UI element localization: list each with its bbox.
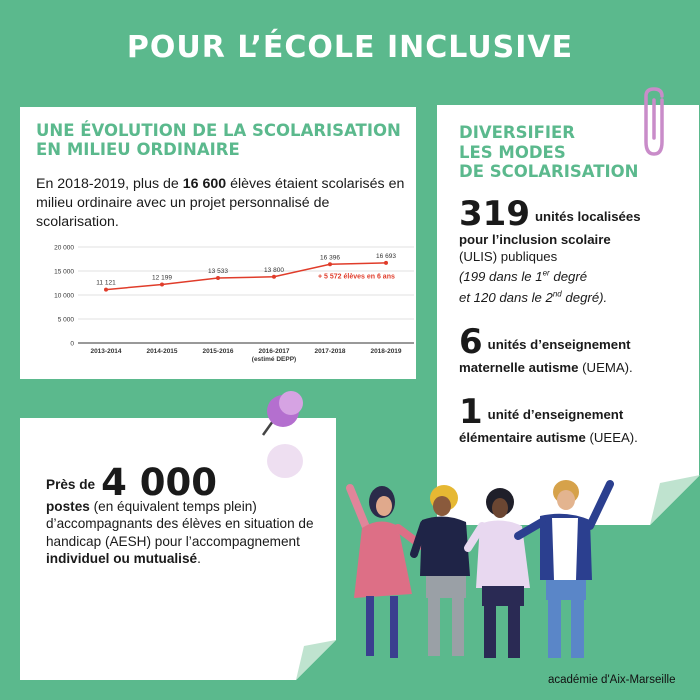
ulis-detail2-b: degré).: [561, 289, 608, 305]
ueea-number: 1: [459, 392, 483, 432]
x-tick-note: (estimé DEPP): [251, 356, 297, 363]
x-tick-label: 2014-2015: [146, 348, 178, 355]
aesh-bold2: individuel ou mutualisé: [46, 551, 198, 566]
ueea-stat: [459, 392, 689, 446]
ulis-detail2-a: et 120 dans le 2: [459, 289, 553, 305]
data-label: 13 800: [264, 266, 284, 274]
person-navy: [414, 485, 470, 656]
evolution-card: [20, 107, 416, 379]
uema-number: 6: [459, 322, 483, 362]
modes-heading-line1: DIVERSIFIER: [459, 123, 575, 142]
data-label: 12 199: [152, 274, 172, 282]
data-point: [272, 275, 276, 279]
paperclip-icon: [640, 86, 672, 158]
ueea-bold1: unité d’enseignement: [487, 407, 624, 422]
people-illustration: [340, 476, 625, 676]
y-tick-label: 20 000: [54, 244, 74, 252]
data-label: 11 121: [96, 279, 116, 287]
y-tick-label: 0: [70, 340, 74, 348]
ulis-detail1-b: degré: [549, 269, 588, 285]
page-title: POUR L’ÉCOLE INCLUSIVE: [126, 30, 574, 65]
x-tick-label: 2017-2018: [314, 348, 346, 355]
page-fold-icon: [650, 475, 700, 525]
y-tick-label: 5 000: [57, 316, 74, 324]
ulis-bold2: pour l’inclusion scolaire: [459, 232, 611, 247]
evolution-heading-line2: EN MILIEU ORDINAIRE: [36, 140, 240, 159]
uema-bold1: unités d’enseignement: [487, 337, 631, 352]
para-bold-number: 16 600: [182, 176, 227, 192]
chart-annotation: + 5 572 élèves en 6 ans: [318, 273, 395, 281]
person-pink: [350, 486, 422, 658]
aesh-text1: (en équivalent temps plein) d’accompagnants des élèves en situation de handicap (AESH) pour l’accompagnement: [46, 498, 314, 549]
uema-text: (UEMA).: [578, 360, 633, 375]
enrollment-line-chart: [34, 243, 414, 373]
ulis-detail1: [459, 269, 587, 284]
uema-stat: [459, 322, 689, 376]
modes-card: [437, 105, 699, 525]
data-label: 13 533: [208, 268, 228, 276]
y-tick-label: 15 000: [54, 268, 74, 276]
y-tick-label: 10 000: [54, 292, 74, 300]
data-label: 16 396: [320, 254, 340, 262]
data-point: [104, 288, 108, 292]
aesh-pre: Près de: [46, 477, 96, 492]
ulis-detail1-sup: er: [542, 269, 550, 278]
ulis-stat: [459, 194, 689, 306]
uema-bold2: maternelle autisme: [459, 360, 579, 375]
modes-heading-line3: DE SCOLARISATION: [459, 162, 639, 181]
push-pin-icon: [255, 383, 315, 483]
ulis-text: (ULIS) publiques: [459, 249, 558, 264]
data-label: 16 693: [376, 252, 396, 260]
ueea-text: (UEEA).: [585, 430, 638, 445]
data-point: [160, 282, 164, 286]
person-lavender: [468, 488, 530, 658]
evolution-heading-line1: UNE ÉVOLUTION DE LA SCOLARISATION: [36, 121, 401, 140]
para-before: En 2018-2019, plus de: [36, 176, 183, 192]
ulis-bold1: unités localisées: [534, 209, 641, 224]
person-white-jacket: [518, 480, 610, 658]
aesh-bold1: postes: [46, 498, 90, 514]
data-point: [384, 261, 388, 265]
ulis-detail1-a: (199 dans le 1: [459, 269, 543, 285]
data-point: [216, 276, 220, 280]
evolution-paragraph: [36, 175, 406, 232]
page-fold-icon-2: [296, 640, 336, 680]
aesh-text: [46, 461, 326, 568]
ulis-detail2: [459, 290, 607, 305]
para-after: élèves étaient scolarisés en milieu ordinaire avec un projet personnalisé de scolarisation.: [36, 176, 405, 230]
x-tick-label: 2018-2019: [370, 348, 402, 355]
ulis-number: 319: [459, 194, 530, 234]
aesh-text2: .: [197, 551, 201, 566]
ulis-detail2-sup: nd: [552, 289, 562, 299]
credit-text: académie d'Aix-Marseille: [548, 674, 676, 686]
aesh-number: 4 000: [101, 461, 217, 504]
evolution-heading: [36, 121, 416, 159]
data-point: [328, 262, 332, 266]
ueea-bold2: élémentaire autisme: [459, 430, 586, 445]
x-tick-label: 2013-2014: [90, 348, 122, 355]
x-tick-label: 2015-2016: [202, 348, 234, 355]
x-tick-label: 2016-2017: [258, 348, 290, 355]
modes-heading-line2: LES MODES: [459, 142, 566, 162]
